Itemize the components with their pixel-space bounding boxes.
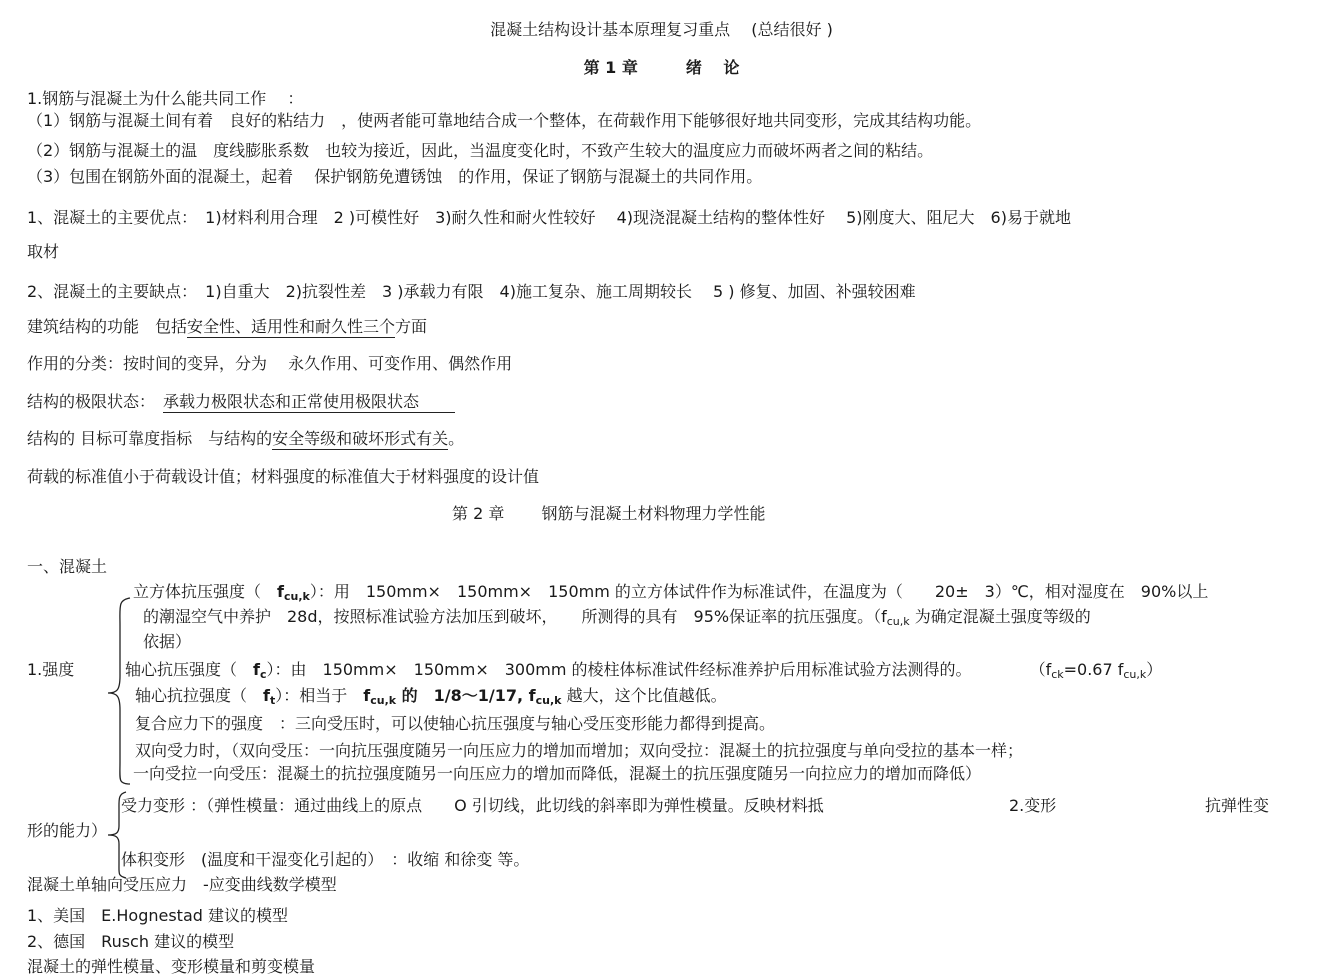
axial-t-sub3: cu,k bbox=[535, 694, 562, 707]
axial-t-d: f bbox=[363, 686, 371, 705]
chapter-1-heading: 第 1 章 绪 论 bbox=[583, 58, 740, 77]
stress-deformation: 受力变形 ：（弹性模量：通过曲线上的原点 O 引切线，此切线的斜率即为弹性模量。反映材料抵 bbox=[121, 796, 824, 815]
cube-strength-line-3: 依据） bbox=[143, 632, 192, 651]
axial-c-sub2: ck bbox=[1051, 668, 1064, 681]
cube-symbol-sub: cu,k bbox=[283, 590, 310, 603]
axial-t-c: ）：相当于 bbox=[275, 686, 364, 705]
axial-compressive-strength bbox=[125, 660, 1162, 685]
stress-deformation-cont: 抗弹性变 bbox=[1205, 796, 1270, 815]
action-types: 永久作用、可变作用、偶然作用 bbox=[288, 354, 513, 373]
limit-prefix: 结构的极限状态： bbox=[27, 392, 164, 411]
axial-t-a: 轴心抗拉强度（ bbox=[135, 686, 264, 705]
axial-c-symbol-sub: c bbox=[259, 668, 267, 681]
structure-function bbox=[27, 317, 427, 337]
answer-1-3: （3）包围在钢筋外面的混凝土，起着 保护钢筋免遭锈蚀 的作用，保证了钢筋与混凝土的共同作用。 bbox=[27, 167, 763, 186]
reliability-prefix: 结构的 目标可靠度指标 与结构的 bbox=[27, 429, 273, 448]
deformation-brace-icon bbox=[104, 790, 134, 880]
axial-tensile-strength bbox=[135, 686, 727, 711]
concrete-disadvantages: 2、混凝土的主要缺点： 1)自重大 2)抗裂性差 3 )承载力有限 4)施工复杂、施工周期较长 5 ) 修复、加固、补强较困难 bbox=[27, 282, 916, 301]
axial-c-e: =0.67 f bbox=[1063, 660, 1124, 679]
reliability-underlined: 安全等级和破坏形式有关 bbox=[272, 429, 449, 448]
stress-strain-model-title: 混凝土单轴向受压应力 -应变曲线数学模型 bbox=[27, 875, 337, 894]
cube-text-c: ）：用 150mm× 150mm× 150mm 的立方体试件作为标准试件，在温度为（ 20± 3）℃，相对湿度在 90%以上 bbox=[309, 582, 1209, 601]
axial-t-e: 的 1/8～1/17, f bbox=[396, 686, 536, 705]
action-prefix: 作用的分类：按时间的变异，分为 bbox=[27, 354, 289, 373]
biaxial-stress-1: 双向受力时，（双向受压：一向抗压强度随另一向压应力的增加而增加；双向受拉：混凝土的抗拉强度与单向受拉的基本一样； bbox=[135, 741, 1024, 760]
document-title: 混凝土结构设计基本原理复习重点 (总结很好 ) bbox=[490, 20, 833, 39]
axial-t-symbol: f bbox=[263, 686, 270, 705]
cube-text-a: 立方体抗压强度（ bbox=[133, 582, 278, 601]
load-standard-values: 荷载的标准值小于荷载设计值；材料强度的标准值大于材料强度的设计值 bbox=[27, 467, 540, 486]
limit-states bbox=[27, 392, 455, 412]
question-1: 1.钢筋与混凝土为什么能共同工作 ： bbox=[27, 89, 304, 108]
cube-strength-line-2 bbox=[143, 607, 1091, 632]
complex-stress-strength: 复合应力下的强度 ：三向受压时，可以使轴心抗压强度与轴心受压变形能力都得到提高。 bbox=[135, 714, 776, 733]
strength-brace-icon bbox=[104, 596, 134, 786]
section-concrete: 一、混凝土 bbox=[27, 557, 108, 576]
structure-function-prefix: 建筑结构的功能 包括 bbox=[27, 317, 188, 336]
axial-t-sub2: cu,k bbox=[370, 694, 397, 707]
axial-c-d: （f bbox=[1029, 660, 1052, 679]
concrete-advantages: 1、混凝土的主要优点： 1)材料利用合理 2 )可模性好 3)耐久性和耐火性较好 4)现浇混凝土结构的整体性好 5)刚度大、阻尼大 6)易于就地 bbox=[27, 208, 1071, 227]
reliability-suffix: 。 bbox=[448, 429, 465, 448]
answer-1-1: （1）钢筋与混凝土间有着 良好的粘结力 ，使两者能可靠地结合成一个整体，在荷载作用下能够很好地共同变形，完成其结构功能。 bbox=[27, 111, 982, 130]
structure-function-suffix: 方面 bbox=[395, 317, 428, 336]
model-hognestad: 1、美国 E.Hognestad 建议的模型 bbox=[27, 906, 288, 925]
axial-t-f: 越大，这个比值越低。 bbox=[561, 686, 727, 705]
axial-c-f: ） bbox=[1146, 660, 1163, 679]
deformation-label: 2.变形 bbox=[1009, 796, 1057, 815]
cube-text-2-sub: cu,k bbox=[886, 615, 910, 628]
elastic-modulus-heading: 混凝土的弹性模量、变形模量和剪变模量 bbox=[27, 957, 316, 976]
strength-label: 1.强度 bbox=[27, 660, 75, 679]
cube-text-2b: 为确定混凝土强度等级的 bbox=[909, 607, 1091, 626]
model-rusch: 2、德国 Rusch 建议的模型 bbox=[27, 932, 235, 951]
chapter-2-heading: 第 2 章 钢筋与混凝土材料物理力学性能 bbox=[452, 504, 766, 523]
limit-underlined: 承载力极限状态和正常使用极限状态 bbox=[163, 392, 455, 413]
axial-c-sub3: cu,k bbox=[1123, 668, 1147, 681]
reliability-index bbox=[27, 429, 464, 449]
cube-strength-line-1 bbox=[133, 582, 1208, 607]
axial-c-c: ）：由 150mm× 150mm× 300mm 的棱柱体标准试件经标准养护后用标准试验方法测得的。 bbox=[266, 660, 972, 679]
axial-t-symbol-sub: t bbox=[269, 694, 276, 707]
structure-function-underlined: 安全性、适用性和耐久性三个 bbox=[187, 317, 396, 336]
cube-text-2a: 的潮湿空气中养护 28d，按照标准试验方法加压到破坏， 所测得的具有 95%保证率的抗压强度。（f bbox=[143, 607, 887, 626]
axial-c-symbol: f bbox=[253, 660, 260, 679]
stress-deformation-end: 形的能力） bbox=[27, 821, 108, 840]
biaxial-stress-2: 一向受拉一向受压：混凝土的抗拉强度随另一向压应力的增加而降低，混凝土的抗压强度随另一向拉应力的增加而降低） bbox=[133, 764, 982, 783]
volume-deformation: 体积变形 (温度和干湿变化引起的） ：收缩 和徐变 等。 bbox=[121, 850, 530, 869]
concrete-advantages-cont: 取材 bbox=[27, 242, 60, 261]
action-classification bbox=[27, 354, 512, 374]
answer-1-2: （2）钢筋与混凝土的温 度线膨胀系数 也较为接近，因此，当温度变化时，不致产生较大的温度应力而破坏两者之间的粘结。 bbox=[27, 141, 934, 160]
cube-symbol: f bbox=[277, 582, 284, 601]
axial-c-a: 轴心抗压强度（ bbox=[125, 660, 254, 679]
